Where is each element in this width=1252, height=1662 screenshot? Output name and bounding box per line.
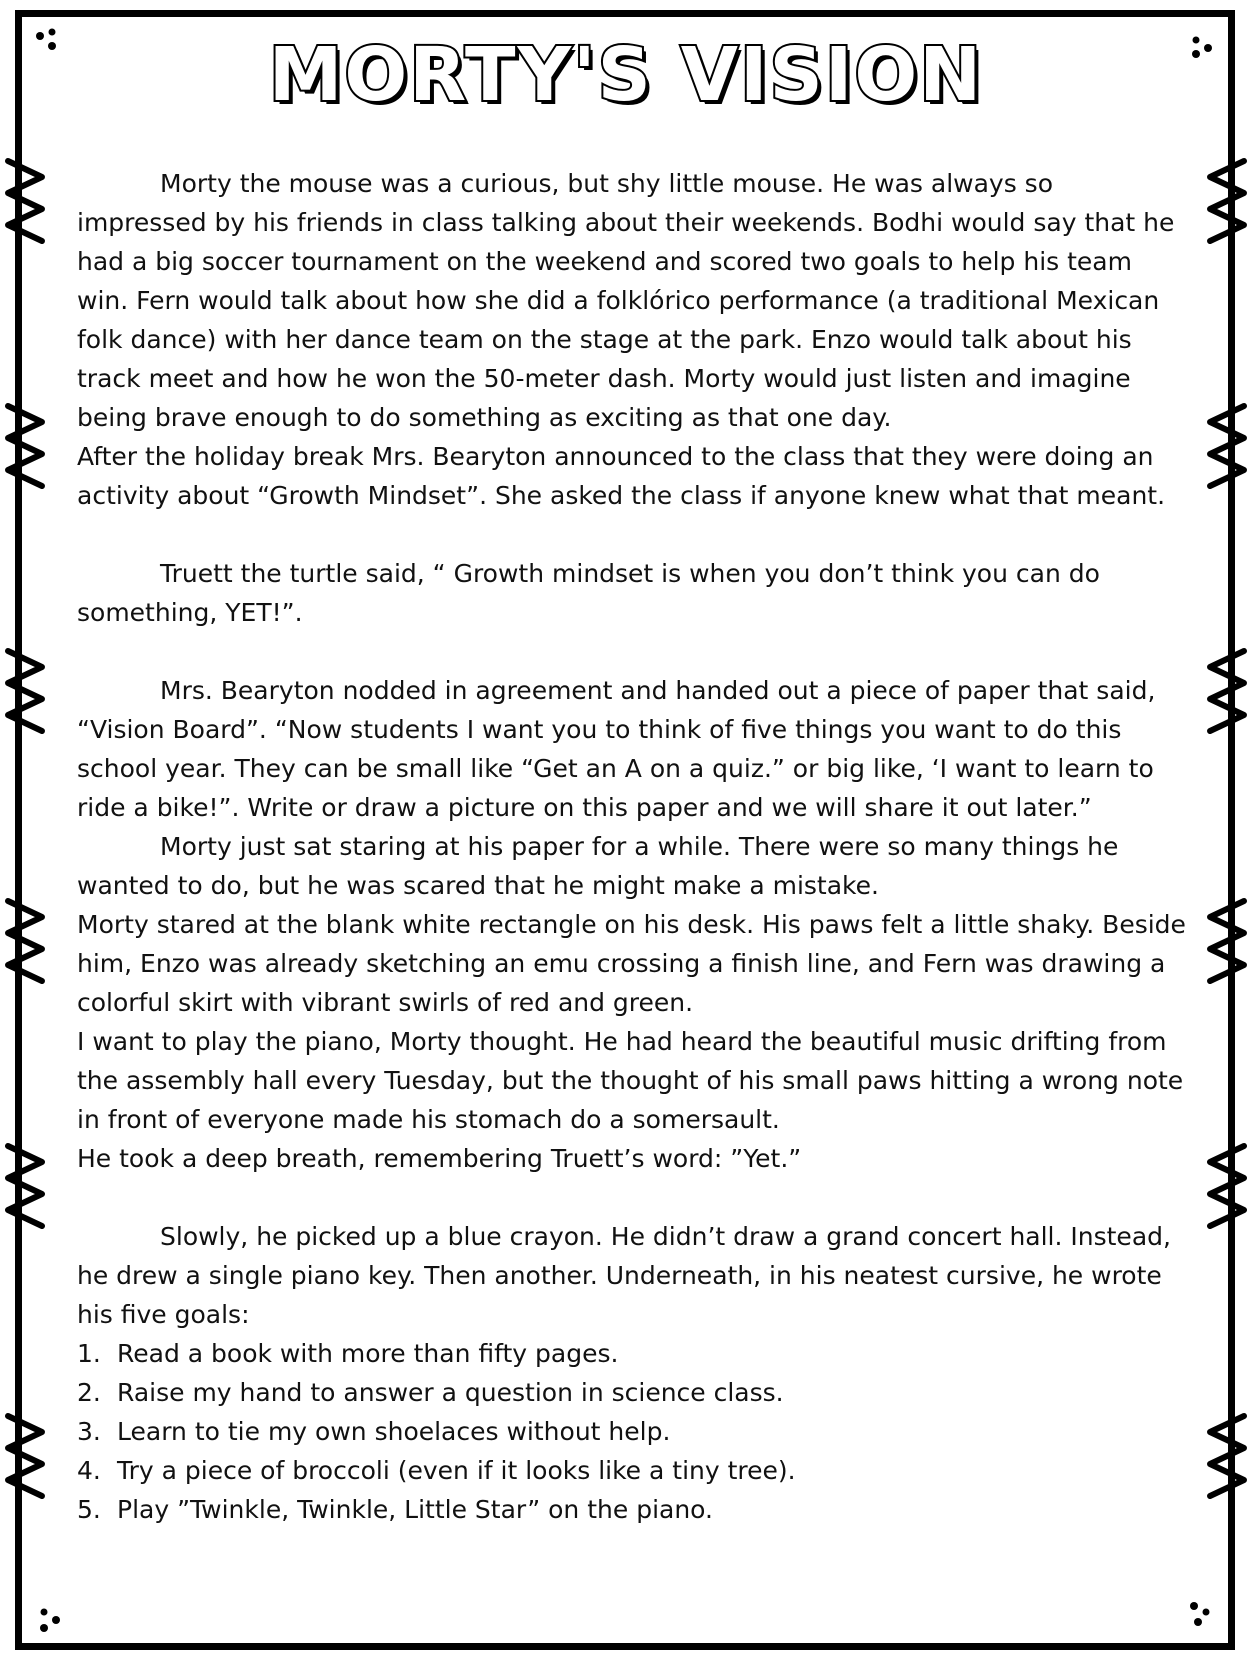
list-item bbox=[77, 1412, 1189, 1451]
goal-text: Learn to tie my own shoelaces without help. bbox=[117, 1417, 671, 1446]
zigzag-left-1 bbox=[0, 155, 50, 245]
goal-number: 5. bbox=[77, 1495, 101, 1524]
story-paragraph: I want to play the piano, Morty thought. He had heard the beautiful music drifting from the assembly hall every Tuesday, but the thought of his small paws hitting a wrong note in front of everyone made his stomach do a somersault. bbox=[77, 1027, 1184, 1134]
page-title: MORTY'S VISION bbox=[268, 32, 984, 118]
corner-dots-bottom-right bbox=[1188, 1600, 1218, 1630]
paragraph-gap bbox=[77, 1178, 1189, 1217]
goal-number: 1. bbox=[77, 1339, 101, 1368]
zigzag-left-3 bbox=[0, 645, 50, 735]
list-item bbox=[77, 1373, 1189, 1412]
zigzag-right-5 bbox=[1202, 1140, 1252, 1230]
corner-dots-bottom-left bbox=[36, 1608, 66, 1638]
goal-text: Play ”Twinkle, Twinkle, Little Star” on the piano. bbox=[117, 1495, 713, 1524]
zigzag-right-1 bbox=[1202, 155, 1252, 245]
zigzag-right-6 bbox=[1202, 1410, 1252, 1500]
zigzag-right-2 bbox=[1202, 400, 1252, 490]
zigzag-right-3 bbox=[1202, 645, 1252, 735]
goal-number: 2. bbox=[77, 1378, 101, 1407]
zigzag-left-5 bbox=[0, 1140, 50, 1230]
story-paragraph: Morty just sat staring at his paper for a while. There were so many things he wanted to do, but he was scared that he might make a mistake. bbox=[77, 832, 1119, 900]
goals-list bbox=[77, 1334, 1189, 1529]
list-item bbox=[77, 1451, 1189, 1490]
paragraph-gap bbox=[77, 515, 1189, 554]
zigzag-left-6 bbox=[0, 1410, 50, 1500]
zigzag-left-2 bbox=[0, 400, 50, 490]
story-paragraph: Slowly, he picked up a blue crayon. He didn’t draw a grand concert hall. Instead, he drew a single piano key. Then another. Underneath, in his neatest cursive, he wrote his five goals: bbox=[77, 1222, 1171, 1329]
zigzag-right-4 bbox=[1202, 895, 1252, 985]
paragraph-gap bbox=[77, 632, 1189, 671]
goal-text: Raise my hand to answer a question in science class. bbox=[117, 1378, 784, 1407]
story-paragraph: He took a deep breath, remembering Truett’s word: ”Yet.” bbox=[77, 1144, 802, 1173]
goal-number: 3. bbox=[77, 1417, 101, 1446]
story-paragraph: Morty the mouse was a curious, but shy little mouse. He was always so impressed by his friends in class talking about their weekends. Bodhi would say that he had a big soccer tournament on the weekend and scored two goals to help his team win. Fern would talk about how she did a folklórico performance (a traditional Mexican folk dance) with her dance team on the stage at the park. Enzo would talk about his track meet and how he won the 50-meter dash. Morty would just listen and imagine being brave enough to do something as exciting as that one day. bbox=[77, 169, 1175, 432]
list-item bbox=[77, 1490, 1189, 1529]
list-item bbox=[77, 1334, 1189, 1373]
goal-number: 4. bbox=[77, 1456, 101, 1485]
story-paragraph: Mrs. Bearyton nodded in agreement and handed out a piece of paper that said, “Vision Board”. “Now students I want you to think of five things you want to do this school year. They can be small like “Get an A on a quiz.” or big like, ‘I want to learn to ride a bike!”. Write or draw a picture on this paper and we will share it out later.” bbox=[77, 676, 1156, 822]
zigzag-left-4 bbox=[0, 895, 50, 985]
goal-text: Try a piece of broccoli (even if it looks like a tiny tree). bbox=[117, 1456, 796, 1485]
story-paragraph: After the holiday break Mrs. Bearyton announced to the class that they were doing an activity about “Growth Mindset”. She asked the class if anyone knew what that meant. bbox=[77, 442, 1166, 510]
story-body bbox=[77, 164, 1189, 1529]
story-paragraph: Truett the turtle said, “ Growth mindset is when you don’t think you can do something, YET!”. bbox=[77, 559, 1100, 627]
goal-text: Read a book with more than fifty pages. bbox=[117, 1339, 619, 1368]
story-paragraph: Morty stared at the blank white rectangle on his desk. His paws felt a little shaky. Beside him, Enzo was already sketching an emu crossing a finish line, and Fern was drawing a colorful skirt with vibrant swirls of red and green. bbox=[77, 910, 1186, 1017]
